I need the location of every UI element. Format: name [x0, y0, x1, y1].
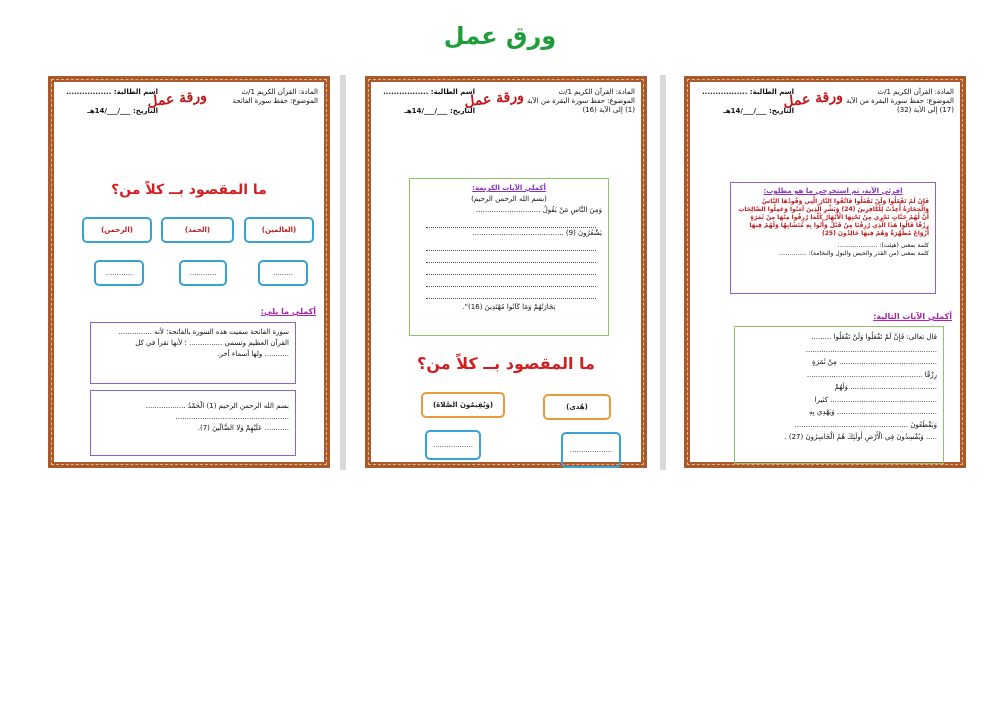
verse-line: قال تعالى: فَإِنْ لَمْ تَفْعَلُوا وَلَنْ تَفْعَلُوا ......... [811, 333, 937, 341]
answer-blank[interactable]: .................. [425, 430, 481, 460]
verse-line: يَشْعُرُونَ (9) ......................................... [472, 229, 602, 237]
date-field: التاريخ: ___/___/14هـ [87, 107, 158, 115]
blank-line[interactable] [426, 239, 596, 251]
verse-line: ............................................ مِنْ ثَمَرَةٍ [812, 358, 937, 366]
answer-blank[interactable]: ............ [179, 260, 227, 286]
verse-line: وَيَقْطَعُونَ ................................................... [794, 420, 937, 429]
student-name-field: اسم الطالبة: ................. [702, 88, 794, 96]
verse-text: فَإِنْ لَمْ تَفْعَلُوا وَلَنْ تَفْعَلُوا فَاتَّقُوا النَّارَ الَّتِي وَقُودُهَا النَّاسُ وَالْحِجَارَةُ أُعِدَّتْ لِلْكَافِرِينَ (24) وَبَشِّرِ الَّذِينَ آمَنُوا وَعَمِلُوا الصَّالِحَاتِ أَنَّ لَهُمْ جَنَّاتٍ تَجْرِي مِنْ تَحْتِهَا الْأَنْهَارُ كُلَّمَا رُزِقُوا مِنْهَا مِنْ ثَمَرَةٍ رِزْقًا قَالُوا هَذَا الَّذِي رُزِقْنَا مِنْ قَبْلُ وَأُتُوا بِهِ مُتَشَابِهًا وَلَهُمْ فِيهَا أَزْوَاجٌ مُطَهَّرَةٌ وَهُمْ فِيهَا خَالِدُونَ (25) [738, 198, 929, 237]
section-title: أكملي ما يلي: [260, 307, 316, 316]
student-info [377, 88, 475, 126]
subject-label: المادة: القرآن الكريم 1/ث [877, 88, 954, 96]
fill-box [90, 390, 296, 456]
verse-line: وَمِنَ النَّاسِ مَنْ يَقُولُ ............................. [475, 206, 602, 214]
worksheet-header [60, 88, 318, 134]
blank-line[interactable] [426, 263, 596, 275]
student-info [696, 88, 794, 126]
question-line: كلمة بمعنى (هيئت): ..................... [837, 242, 929, 249]
subject-topic [527, 88, 635, 115]
box-line: القرآن العظيم وتسمى ............... ؛ لأنها تقرأ في كل [135, 339, 289, 347]
extract-box [730, 182, 936, 294]
verse-line: ................................................ كثيرا [814, 395, 937, 404]
verses-box [409, 178, 609, 336]
blank-line[interactable] [426, 216, 596, 228]
worksheet-fatiha [48, 76, 330, 468]
verse-line: رِزْقًا .................................................... [806, 370, 937, 379]
worksheet-logo: ورقة عمل [782, 87, 844, 111]
fill-box [734, 326, 944, 464]
subject-topic [846, 88, 954, 115]
worksheet-logo: ورقة عمل [146, 87, 208, 111]
verse-line: تِجَارَتُهُمْ وَمَا كَانُوا مُهْتَدِينَ (16)". [462, 303, 556, 311]
term-pill: (الرحمن) [82, 217, 152, 243]
topic-label: الموضوع: حفظ سورة البقرة من الآية (1) إلى الآية (16) [527, 97, 635, 114]
worksheet-logo: ورقة عمل [463, 87, 525, 111]
blank-line[interactable] [426, 287, 596, 299]
verse-line: ..... وَيُفْسِدُونَ فِي الْأَرْضِ أُولَئِكَ هُمُ الْخَاسِرُونَ (27) . [784, 433, 937, 441]
page-separator [660, 75, 666, 470]
blank-line[interactable] [426, 275, 596, 287]
blank-line[interactable] [426, 251, 596, 263]
student-info [60, 88, 158, 126]
worksheet-header [377, 88, 635, 134]
box-line: سورة الفاتحة سميت هذه السورة بالفاتحة؛ لأنه ............... [118, 328, 289, 336]
meaning-question: ما المقصود بــ كلاً من؟ [111, 182, 267, 198]
box-title: أكملي الآيات الكريمة: [472, 184, 546, 192]
term-pill: (الحمد) [161, 217, 234, 243]
page-title: ورق عمل [443, 22, 557, 50]
fill-box [90, 322, 296, 384]
answer-blank[interactable]: ......... [258, 260, 308, 286]
box-line: ........... ولها أسماء أخر. [217, 350, 289, 358]
page-separator [340, 75, 346, 470]
topic-label: الموضوع: حفظ سورة البقرة من الآية (17) إلى الآية (32) [846, 97, 954, 114]
term-pill: (العالمين) [244, 217, 314, 243]
meaning-question: ما المقصود بــ كلاً من؟ [417, 354, 595, 373]
question-line: كلمة بمعنى (من القذر والحيض والبول والنخامة): ............... [778, 250, 929, 257]
box-title: اقرئي الآية، ثم استخرجي ما هو مطلوب: [763, 187, 903, 195]
answer-blank[interactable]: ............ [94, 260, 144, 286]
student-name-field: اسم الطالبة: ................. [383, 88, 475, 96]
topic-label: الموضوع: حفظ سورة الفاتحة [232, 97, 318, 105]
date-field: التاريخ: ___/___/14هـ [723, 107, 794, 115]
box-line: بسم الله الرحمن الرحيم (1) الْحَمْدُ .................. [145, 402, 289, 410]
subject-label: المادة: القرآن الكريم 1/ث [558, 88, 635, 96]
box-line: ................................................... [175, 413, 289, 421]
term-pill: (هُدى) [543, 394, 611, 420]
answer-blank[interactable]: ................... [561, 432, 621, 468]
verse-line: ........................................................... [805, 345, 937, 354]
subject-label: المادة: القرآن الكريم 1/ث [241, 88, 318, 96]
box-line: ........... عَلَيْهِمْ وَلا الضَّالِّينَ (7). [197, 424, 289, 432]
worksheet-header [696, 88, 954, 134]
verse-line: ....................................... وَلَهُمْ [834, 383, 937, 391]
section-title: أكملي الآيات التالية: [873, 312, 952, 321]
date-field: التاريخ: ___/___/14هـ [404, 107, 475, 115]
verse-line: ............................................. وَيَهْدِي بِهِ [809, 408, 937, 416]
worksheet-baqarah-1-16 [365, 76, 647, 468]
basmala: (بسم الله الرحمن الرحيم) [471, 195, 547, 203]
student-name-field: اسم الطالبة: ................. [66, 88, 158, 96]
term-pill: (وَيُقِيمُونَ الصَّلاةَ) [421, 392, 505, 418]
worksheet-baqarah-17-32 [684, 76, 966, 468]
subject-topic [210, 88, 318, 106]
